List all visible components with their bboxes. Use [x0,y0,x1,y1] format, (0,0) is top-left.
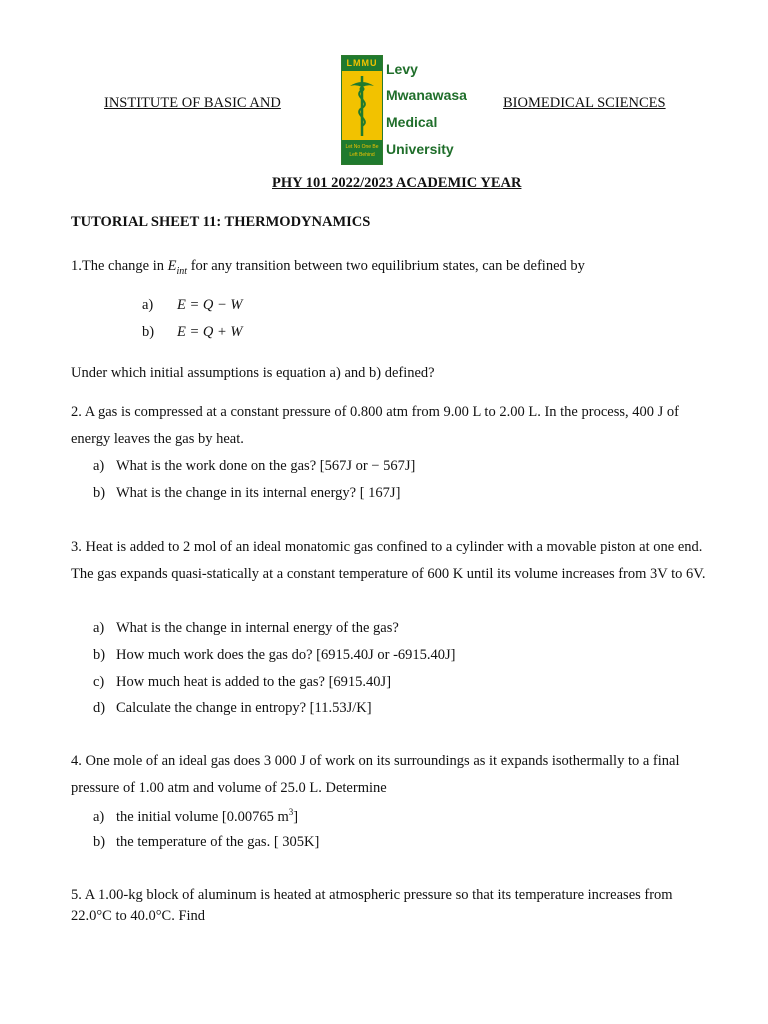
q2-option-b: b) What is the change in its internal energy? [ 167J] [93,485,401,501]
question-1: 1.The change in $E_{int}$ for any transition between two equilibrium states, can be defined by [71,258,585,277]
question-3-line-2: The gas expands quasi-statically at a constant temperature of 600 K until its volume increases from 3V to 6V. [71,566,706,582]
q4-option-b: b) the temperature of the gas. [ 305K] [93,834,320,850]
q3-option-d: d) Calculate the change in entropy? [11.53J/K] [93,700,372,716]
question-2-line-2: energy leaves the gas by heat. [71,431,244,447]
logo-text-1: Levy [386,61,418,77]
question-3-line-1: 3. Heat is added to 2 mol of an ideal monatomic gas confined to a cylinder with a movable piston at one end. [71,539,703,555]
logo-text-4: University [386,141,454,157]
question-4-line-2: pressure of 1.00 atm and volume of 25.0 L. Determine [71,780,387,796]
institute-title-right: BIOMEDICAL SCIENCES [503,95,666,111]
institute-title-left: INSTITUTE OF BASIC AND [104,95,281,111]
question-5-line-1: 5. A 1.00-kg block of aluminum is heated at atmospheric pressure so that its temperature increases from [71,887,673,903]
q3-option-c: c) How much heat is added to the gas? [6915.40J] [93,674,392,690]
e-int-symbol: E [167,258,177,274]
question-2-line-1: 2. A gas is compressed at a constant pressure of 0.800 atm from 9.00 L to 2.00 L. In the process, 400 J of [71,404,679,420]
logo-emblem [341,55,383,165]
caduceus-icon [348,74,376,138]
sheet-title: TUTORIAL SHEET 11: THERMODYNAMICS [71,214,371,230]
logo-text-3: Medical [386,114,438,130]
q3-option-b: b) How much work does the gas do? [6915.40J or -6915.40J] [93,647,456,663]
q3-option-a: a) What is the change in internal energy of the gas? [93,620,399,636]
question-4-line-1: 4. One mole of an ideal gas does 3 000 J of work on its surroundings as it expands isothermally to a final [71,753,680,769]
q1-option-b: b) E = Q + W [142,324,243,340]
logo-text-2: Mwanawasa [386,87,467,103]
logo-motto: Let No One Be Left Behind [342,140,382,164]
question-5-line-2: 22.0°C to 40.0°C. Find [71,908,206,924]
course-title: PHY 101 2022/2023 ACADEMIC YEAR [272,175,522,191]
q2-option-a: a) What is the work done on the gas? [567J or − 567J] [93,458,416,474]
logo-band: LMMU [342,56,382,71]
university-logo [341,55,467,167]
q4-option-a: a) the initial volume [0.00765 $m^3$] [93,807,299,825]
q1-follow-up: Under which initial assumptions is equation a) and b) defined? [71,365,435,381]
q1-option-a: a) E = Q − W [142,297,243,313]
